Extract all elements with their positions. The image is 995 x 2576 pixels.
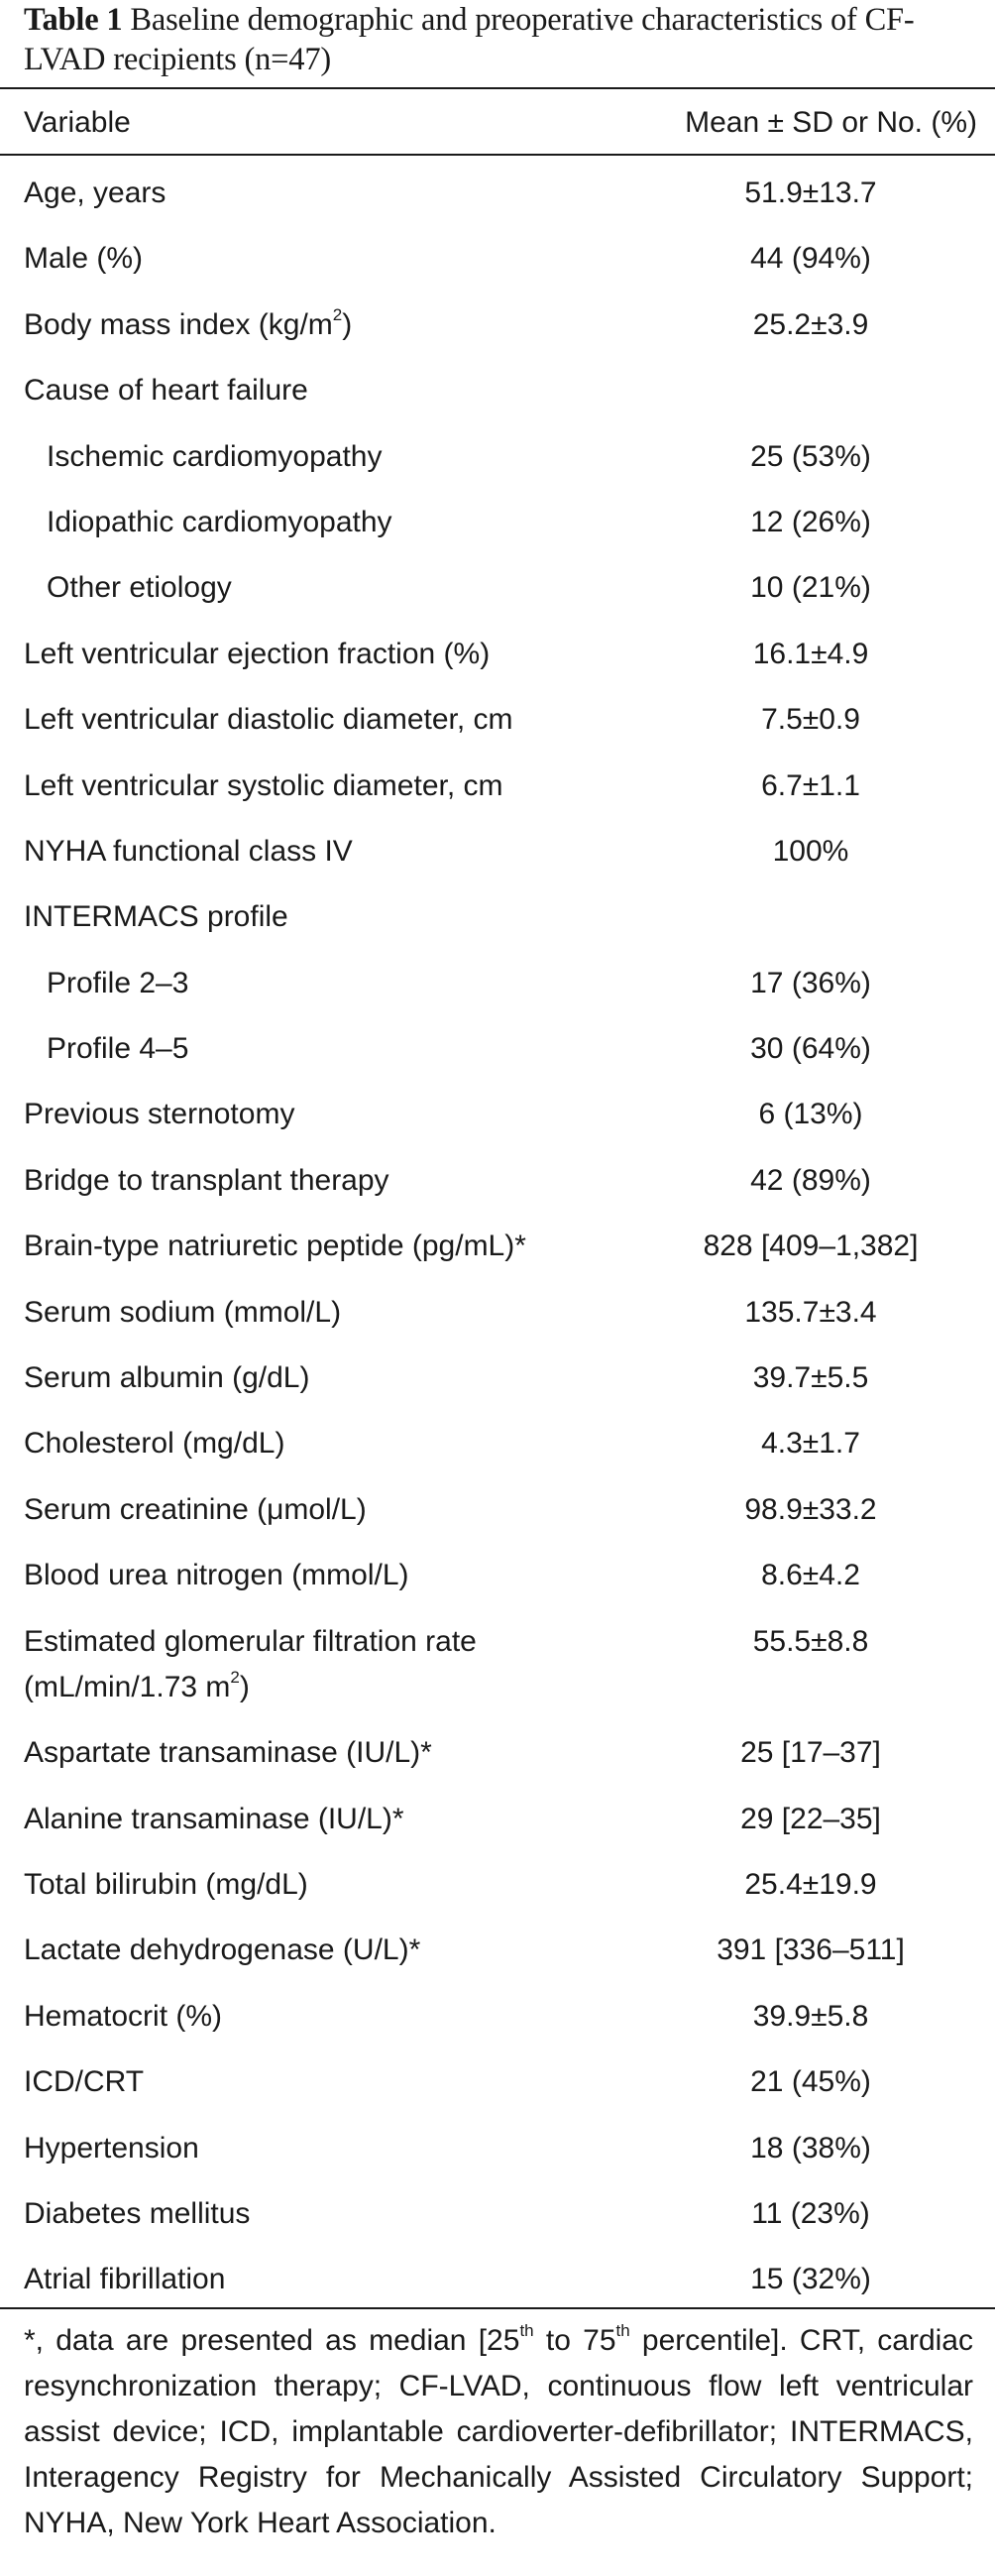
row-variable: Age, years [24, 176, 166, 209]
table-row [0, 1209, 995, 1274]
row-variable: Ischemic cardiomyopathy [47, 439, 383, 473]
table-row [0, 485, 995, 550]
table-row [0, 1847, 995, 1913]
row-variable: Bridge to transplant therapy [24, 1163, 389, 1197]
table-row [0, 156, 995, 221]
table-label: Table 1 [24, 2, 123, 38]
row-value: 42 (89%) [750, 1163, 871, 1197]
row-value: 30 (64%) [750, 1032, 871, 1066]
table-row [0, 1077, 995, 1142]
table-row [0, 550, 995, 616]
row-variable: Body mass index $(kg/m^2)$ [24, 304, 353, 341]
table-row [0, 1011, 995, 1077]
table-footnote [0, 2309, 995, 2576]
table-row [0, 2176, 995, 2242]
row-variable: Left ventricular ejection fraction (%) [24, 637, 491, 670]
row-value: 18 (38%) [750, 2131, 871, 2165]
row-value: 6 (13%) [758, 1098, 863, 1131]
table-row [0, 2045, 995, 2110]
row-value: 15 (32%) [750, 2263, 871, 2296]
table-row [0, 749, 995, 814]
row-variable: Total bilirubin (mg/dL) [24, 1867, 308, 1901]
row-value: 10 (21%) [750, 571, 871, 605]
row-value: 55.5±8.8 [752, 1624, 869, 1658]
row-value: 98.9±33.2 [744, 1492, 877, 1526]
table-row [0, 221, 995, 287]
row-value: 8.6±4.2 [761, 1559, 860, 1592]
row-value: 135.7±3.4 [744, 1295, 877, 1329]
table-row [0, 1275, 995, 1341]
row-value: 39.7±5.5 [752, 1361, 869, 1395]
row-value: 12 (26%) [750, 505, 871, 538]
row-value: 25 (53%) [750, 439, 871, 473]
row-variable: Hematocrit (%) [24, 1999, 223, 2033]
table-row [0, 288, 995, 353]
table-title: Baseline demographic and preoperative characteristics of CF-LVAD recipients (n=47) [24, 2, 915, 77]
footnote-text: *, data are presented as median [25th to 75th percentile]. CRT, cardiac resynchronization therapy; CF-LVAD, continuous flow left ventricular assist device; ICD, implantable cardioverter-defibrillator; INTERMACS, Interagency Registry for Mechanically Assisted Circulatory Support; NYHA, New York Heart Association. [24, 2321, 973, 2539]
table-row [0, 1341, 995, 1406]
table-row [0, 879, 995, 945]
table-row [0, 353, 995, 418]
row-value: 21 (45%) [750, 2065, 871, 2099]
row-variable: Profile 2–3 [47, 966, 189, 999]
table-row [0, 419, 995, 485]
table-row [0, 1979, 995, 2045]
table-row [0, 1538, 995, 1603]
row-variable: Serum albumin (g/dL) [24, 1361, 310, 1395]
table-row [0, 1913, 995, 1978]
table-row [0, 1782, 995, 1847]
row-variable: Cause of heart failure [24, 374, 308, 408]
table-row [0, 1472, 995, 1538]
row-variable: Hypertension [24, 2131, 199, 2165]
row-variable: Alanine transaminase (IU/L)* [24, 1802, 404, 1835]
table-row [0, 814, 995, 879]
row-value: 828 [409–1,382] [703, 1229, 919, 1263]
row-value: 25.4±19.9 [744, 1867, 877, 1901]
row-variable: Other etiology [47, 571, 232, 605]
table-row [0, 2242, 995, 2307]
row-value: 100% [772, 834, 849, 868]
row-variable: Cholesterol (mg/dL) [24, 1427, 285, 1461]
row-value: 51.9±13.7 [744, 176, 877, 209]
row-variable: Profile 4–5 [47, 1032, 189, 1066]
row-value: 16.1±4.9 [752, 637, 869, 670]
row-value: 11 (23%) [751, 2196, 870, 2230]
row-variable: Aspartate transaminase (IU/L)* [24, 1736, 432, 1770]
row-variable: NYHA functional class IV [24, 834, 353, 868]
table-caption [0, 0, 995, 87]
row-value: 39.9±5.8 [752, 1999, 869, 2033]
table-header [0, 89, 995, 154]
row-value: 25.2±3.9 [752, 307, 869, 341]
row-value: 25 [17–37] [740, 1736, 881, 1770]
row-value: 17 (36%) [750, 966, 871, 999]
row-value: 6.7±1.1 [761, 768, 860, 802]
row-variable: Atrial fibrillation [24, 2263, 226, 2296]
row-variable: Brain-type natriuretic peptide (pg/mL)* [24, 1229, 526, 1263]
table-row [0, 2111, 995, 2176]
row-variable: Left ventricular systolic diameter, cm [24, 768, 503, 802]
table-row [0, 946, 995, 1011]
row-variable: Male (%) [24, 242, 144, 276]
row-variable: Lactate dehydrogenase (U/L)* [24, 1933, 421, 1967]
table-row [0, 1143, 995, 1209]
row-value: 7.5±0.9 [761, 703, 860, 737]
table-row [0, 1406, 995, 1471]
row-variable: ICD/CRT [24, 2065, 145, 2099]
row-variable: Serum sodium (mmol/L) [24, 1295, 342, 1329]
row-value: 391 [336–511] [717, 1933, 905, 1967]
table-row [0, 1604, 995, 1716]
header-value: Mean ± SD or No. (%) [685, 106, 977, 139]
table-body [0, 156, 995, 2308]
row-variable: Previous sternotomy [24, 1098, 295, 1131]
row-variable: Serum creatinine (μmol/L) [24, 1492, 367, 1526]
row-variable: Blood urea nitrogen (mmol/L) [24, 1559, 409, 1592]
row-variable: Estimated glomerular filtration rate (mL/min/1.73 $m^2$) [24, 1624, 477, 1703]
row-value: 44 (94%) [750, 242, 871, 276]
row-variable: Left ventricular diastolic diameter, cm [24, 703, 513, 737]
table-row [0, 617, 995, 682]
row-variable: Diabetes mellitus [24, 2196, 251, 2230]
table-row [0, 1715, 995, 1781]
row-variable: INTERMACS profile [24, 900, 288, 934]
table-row [0, 682, 995, 748]
header-variable: Variable [24, 106, 131, 139]
row-value: 29 [22–35] [740, 1802, 881, 1835]
row-variable: Idiopathic cardiomyopathy [47, 505, 392, 538]
row-value: 4.3±1.7 [761, 1427, 860, 1461]
